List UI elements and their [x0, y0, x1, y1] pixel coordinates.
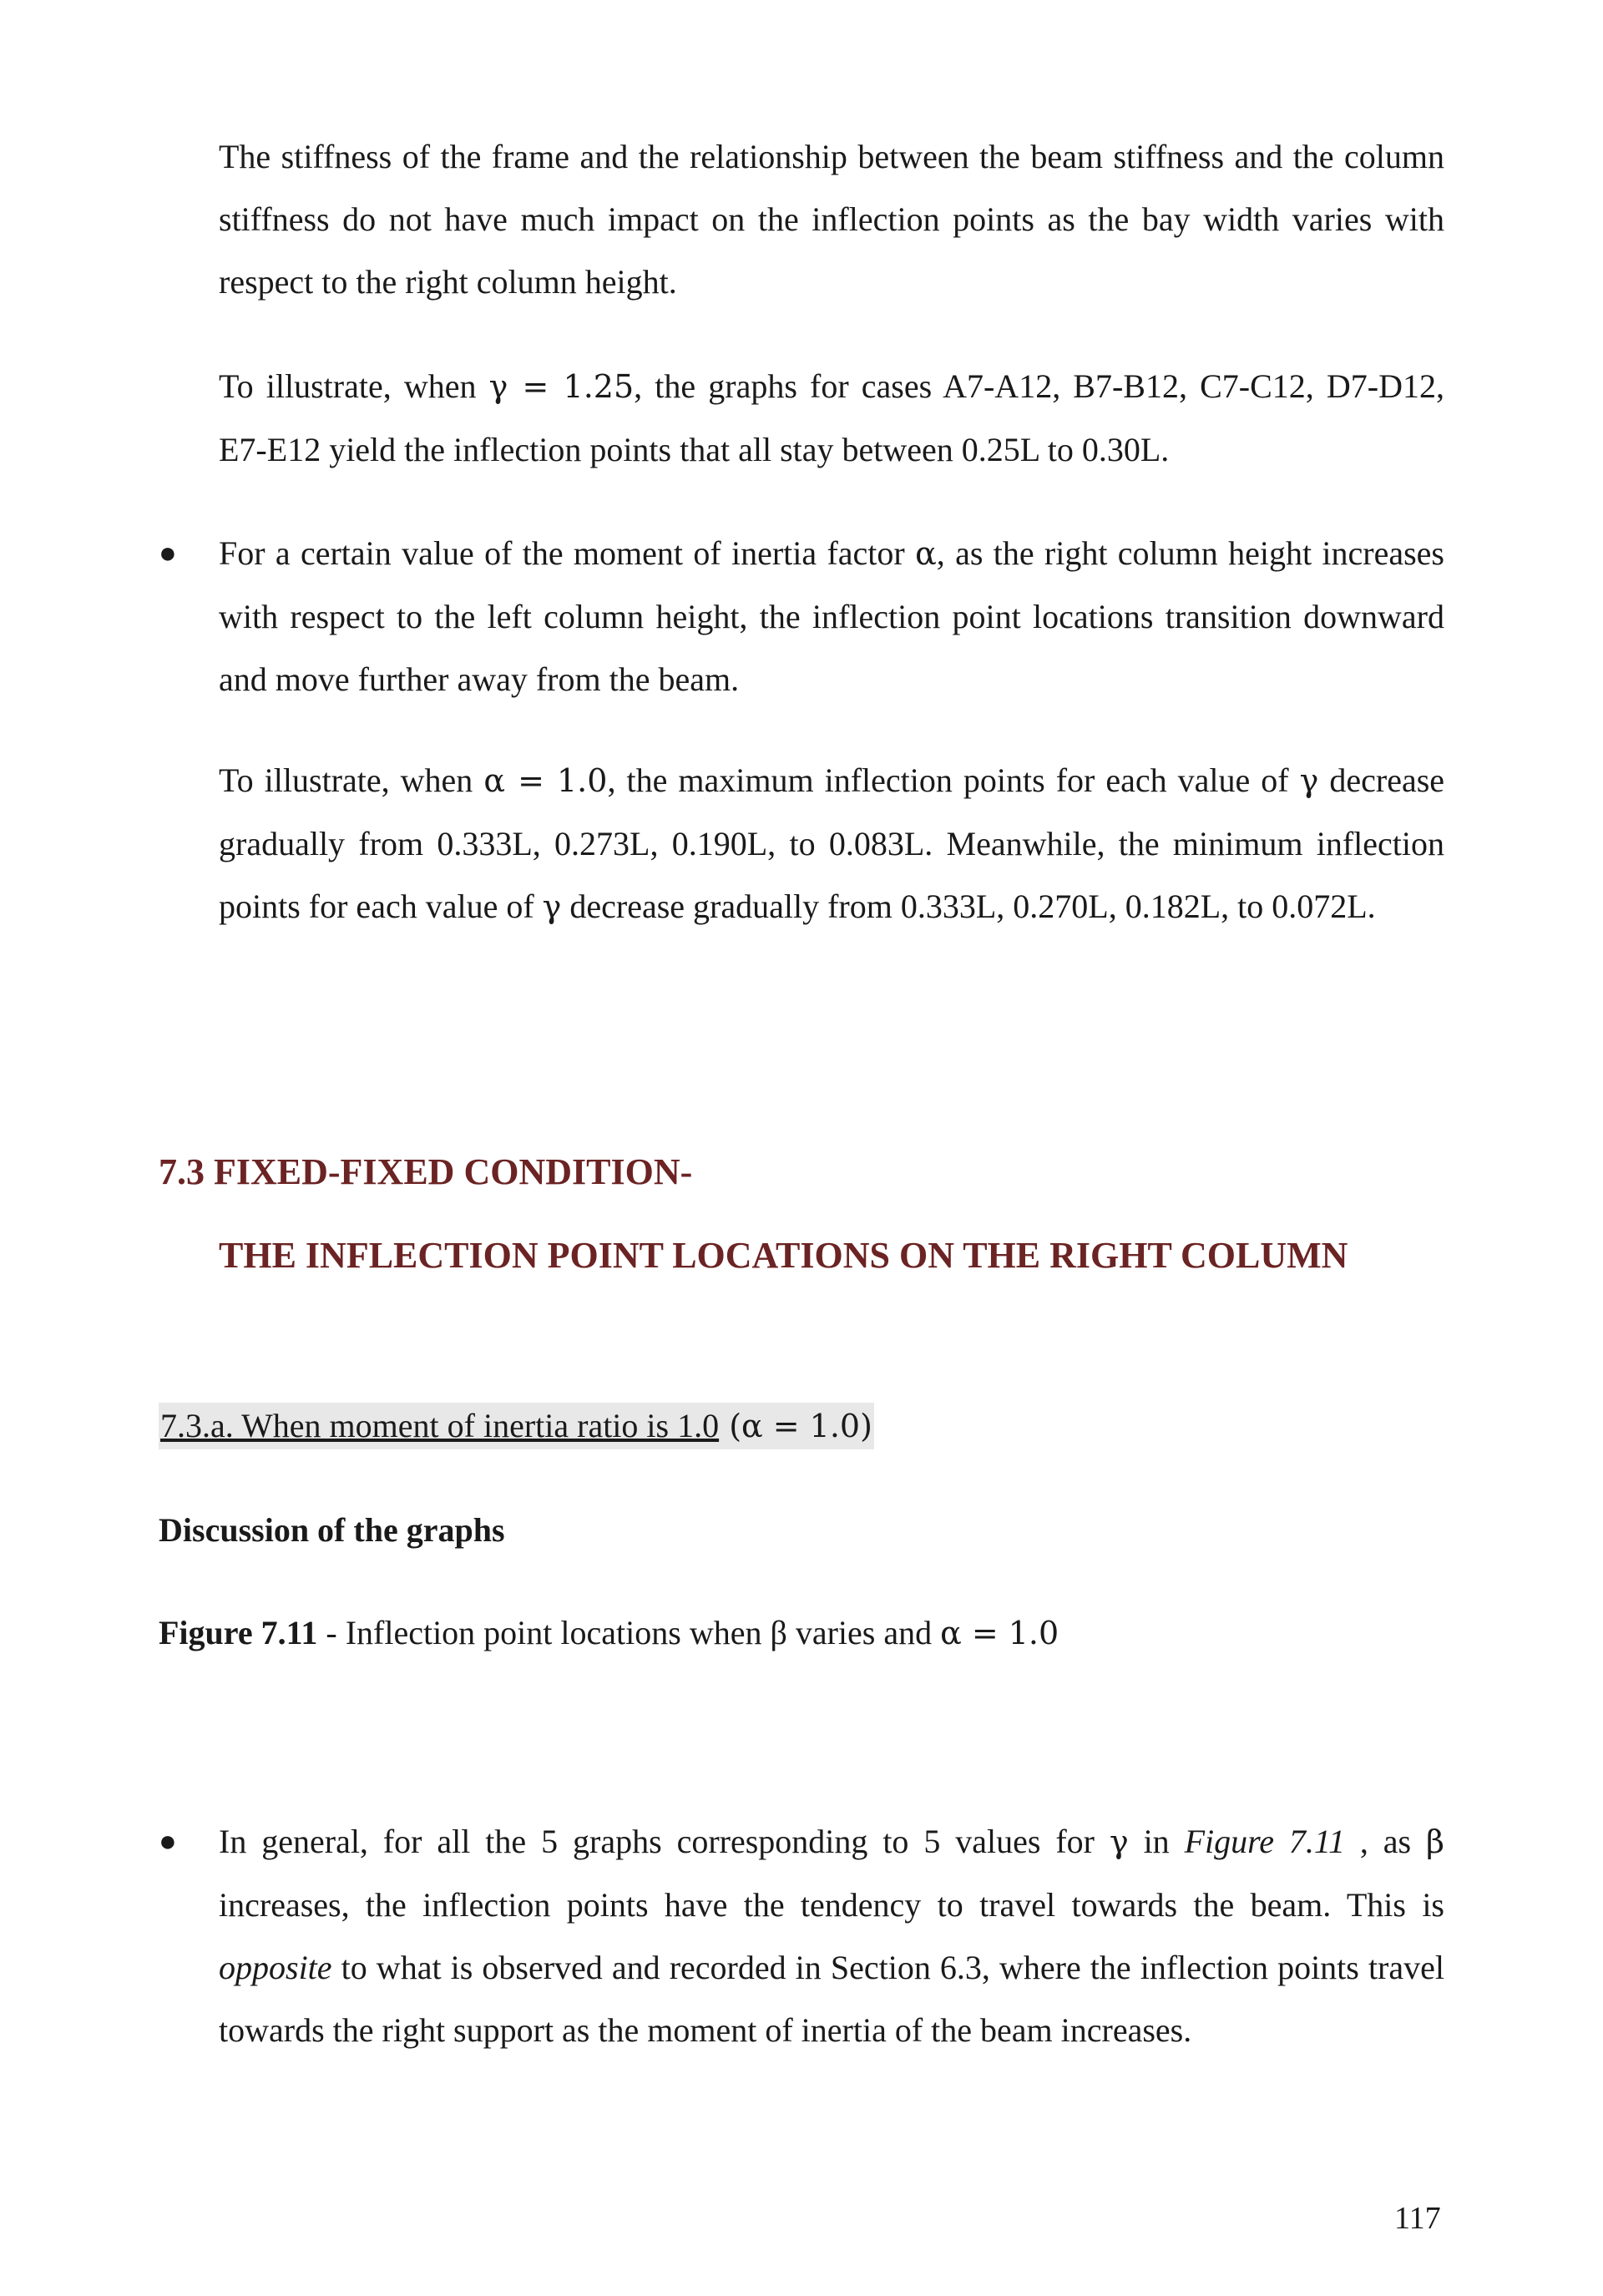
section-heading-line1: 7.3 FIXED-FIXED CONDITION- — [159, 1151, 693, 1192]
discussion-label: Discussion of the graphs — [159, 1511, 505, 1549]
text-segment: decrease gradually from 0.333L, 0.270L, 0.182L, to 0.072L. — [561, 888, 1376, 925]
subsection-title: 7.3.a. When moment of inertia ratio is 1.0 — [160, 1407, 720, 1444]
section-heading-line2: THE INFLECTION POINT LOCATIONS ON THE RIGHT COLUMN — [219, 1235, 1348, 1276]
figure-caption — [159, 1610, 1059, 1656]
paragraph-general-observation — [219, 1810, 1444, 2061]
figure-label: Figure 7.11 — [159, 1614, 318, 1651]
math-gamma: γ — [1299, 762, 1319, 799]
subsection-heading — [159, 1403, 874, 1449]
text-segment: To illustrate, when — [219, 761, 484, 799]
paragraph-illustrate-gamma — [219, 355, 1444, 481]
math-gamma-value: γ = 1.25 — [488, 368, 635, 405]
text-segment: decrease gradually from 0.333L, 0.273L, 0.190L, to 0.083L. Meanwhile, the minimum inflection points for each value of — [219, 761, 1445, 925]
figure-caption-text: - Inflection point locations when β varies and — [317, 1614, 941, 1651]
math-beta: β — [1426, 1823, 1444, 1860]
paragraph-illustrate-alpha — [219, 749, 1444, 938]
text-segment: To illustrate, when — [219, 367, 489, 405]
math-alpha-value: α = 1.0 — [940, 1615, 1059, 1651]
paragraph-alpha-factor — [219, 522, 1444, 711]
math-gamma: γ — [542, 888, 562, 925]
math-gamma: γ — [1109, 1823, 1129, 1860]
math-alpha-value: (α = 1.0) — [719, 1408, 872, 1444]
math-alpha: α — [915, 535, 937, 572]
text-segment: in — [1128, 1823, 1185, 1860]
page-number: 117 — [1394, 2201, 1441, 2236]
text-segment: , the graphs for cases A7-A12, B7-B12, C7-C12, D7-D12, E7-E12 yield the inflection points that all stay between 0.25L to 0.30L. — [219, 367, 1444, 468]
figure-reference: Figure 7.11 — [1184, 1823, 1345, 1860]
text-segment: In general, for all the 5 graphs corresponding to 5 values for — [219, 1823, 1110, 1860]
paragraph-stiffness-text: The stiffness of the frame and the relationship between the beam stiffness and the column stiffness do not have much impact on the inflection points as the bay width varies with respect to the right column height. — [219, 138, 1444, 301]
paragraph-stiffness — [219, 125, 1444, 313]
bullet-marker: ● — [159, 536, 177, 569]
text-segment: For a certain value of the moment of inertia factor — [219, 534, 916, 572]
text-segment: , the maximum inflection points for each value of — [607, 761, 1300, 799]
emphasis-opposite: opposite — [219, 1949, 332, 1986]
math-alpha-value: α = 1.0 — [483, 762, 608, 799]
text-segment: , as the right column height increases with respect to the left column height, the inflection point locations transition downward and move further away from the beam. — [219, 534, 1445, 698]
text-segment: , as — [1344, 1823, 1427, 1860]
text-segment: to what is observed and recorded in Section 6.3, where the inflection points travel towards the right support as the moment of inertia of the beam increases. — [219, 1949, 1444, 2049]
bullet-marker: ● — [159, 1824, 177, 1858]
text-segment: increases, the inflection points have the tendency to travel towards the beam. This is — [219, 1886, 1444, 1924]
